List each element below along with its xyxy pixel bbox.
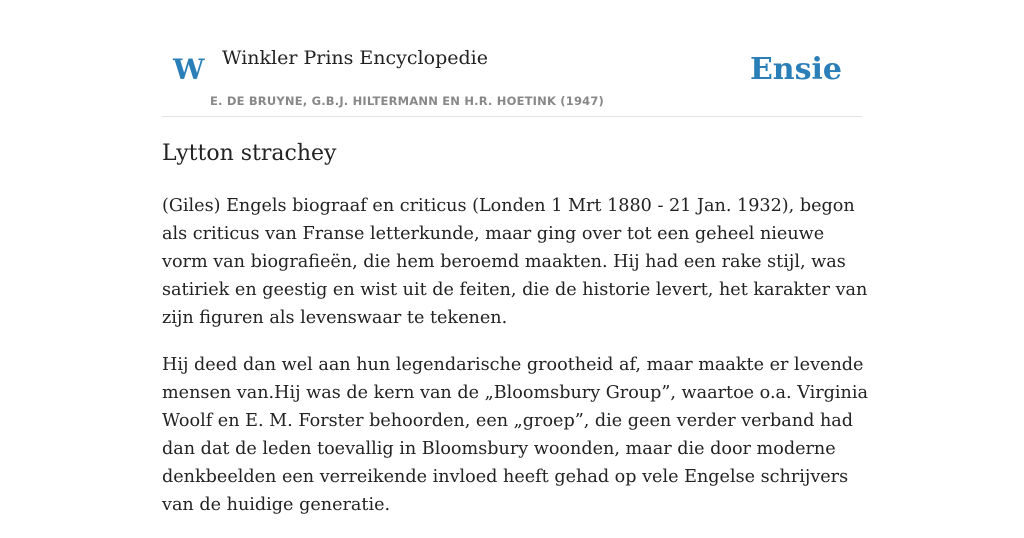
- article-paragraph: Hij deed dan wel aan hun legendarische grootheid af, maar maakte er levende mensen van.Hij was de kern van de „Bloomsbury Group”, waartoe o.a. Virginia Woolf en E. M. Forster behoorden, een „groep”, die geen verder verband had dan dat de leden toevallig in Bloomsbury woonden, maar die door moderne denkbeelden een verreikende invloed heeft gehad op vele Engelse schrijvers van de huidige generatie.: [162, 355, 868, 515]
- winkler-prins-logo-icon[interactable]: W: [173, 53, 205, 86]
- article-body: [162, 192, 868, 538]
- source-title[interactable]: Winkler Prins Encyclopedie: [222, 47, 488, 69]
- ensie-brand-logo[interactable]: Ensie: [749, 52, 842, 87]
- article-title: Lytton strachey: [162, 141, 337, 166]
- source-authors: E. DE BRUYNE, G.B.J. HILTERMANN EN H.R. HOETINK (1947): [210, 94, 605, 108]
- source-header: [162, 0, 862, 117]
- page-container: [162, 0, 868, 515]
- article-paragraph: (Giles) Engels biograaf en criticus (Londen 1 Mrt 1880 - 21 Jan. 1932), begon als criticus van Franse letterkunde, maar ging over tot een geheel nieuwe vorm van biografieën, die hem beroemd maakten. Hij had een rake stijl, was satiriek en geestig en wist uit de feiten, die de historie levert, het karakter van zijn figuren als levenswaar te tekenen.: [162, 196, 868, 328]
